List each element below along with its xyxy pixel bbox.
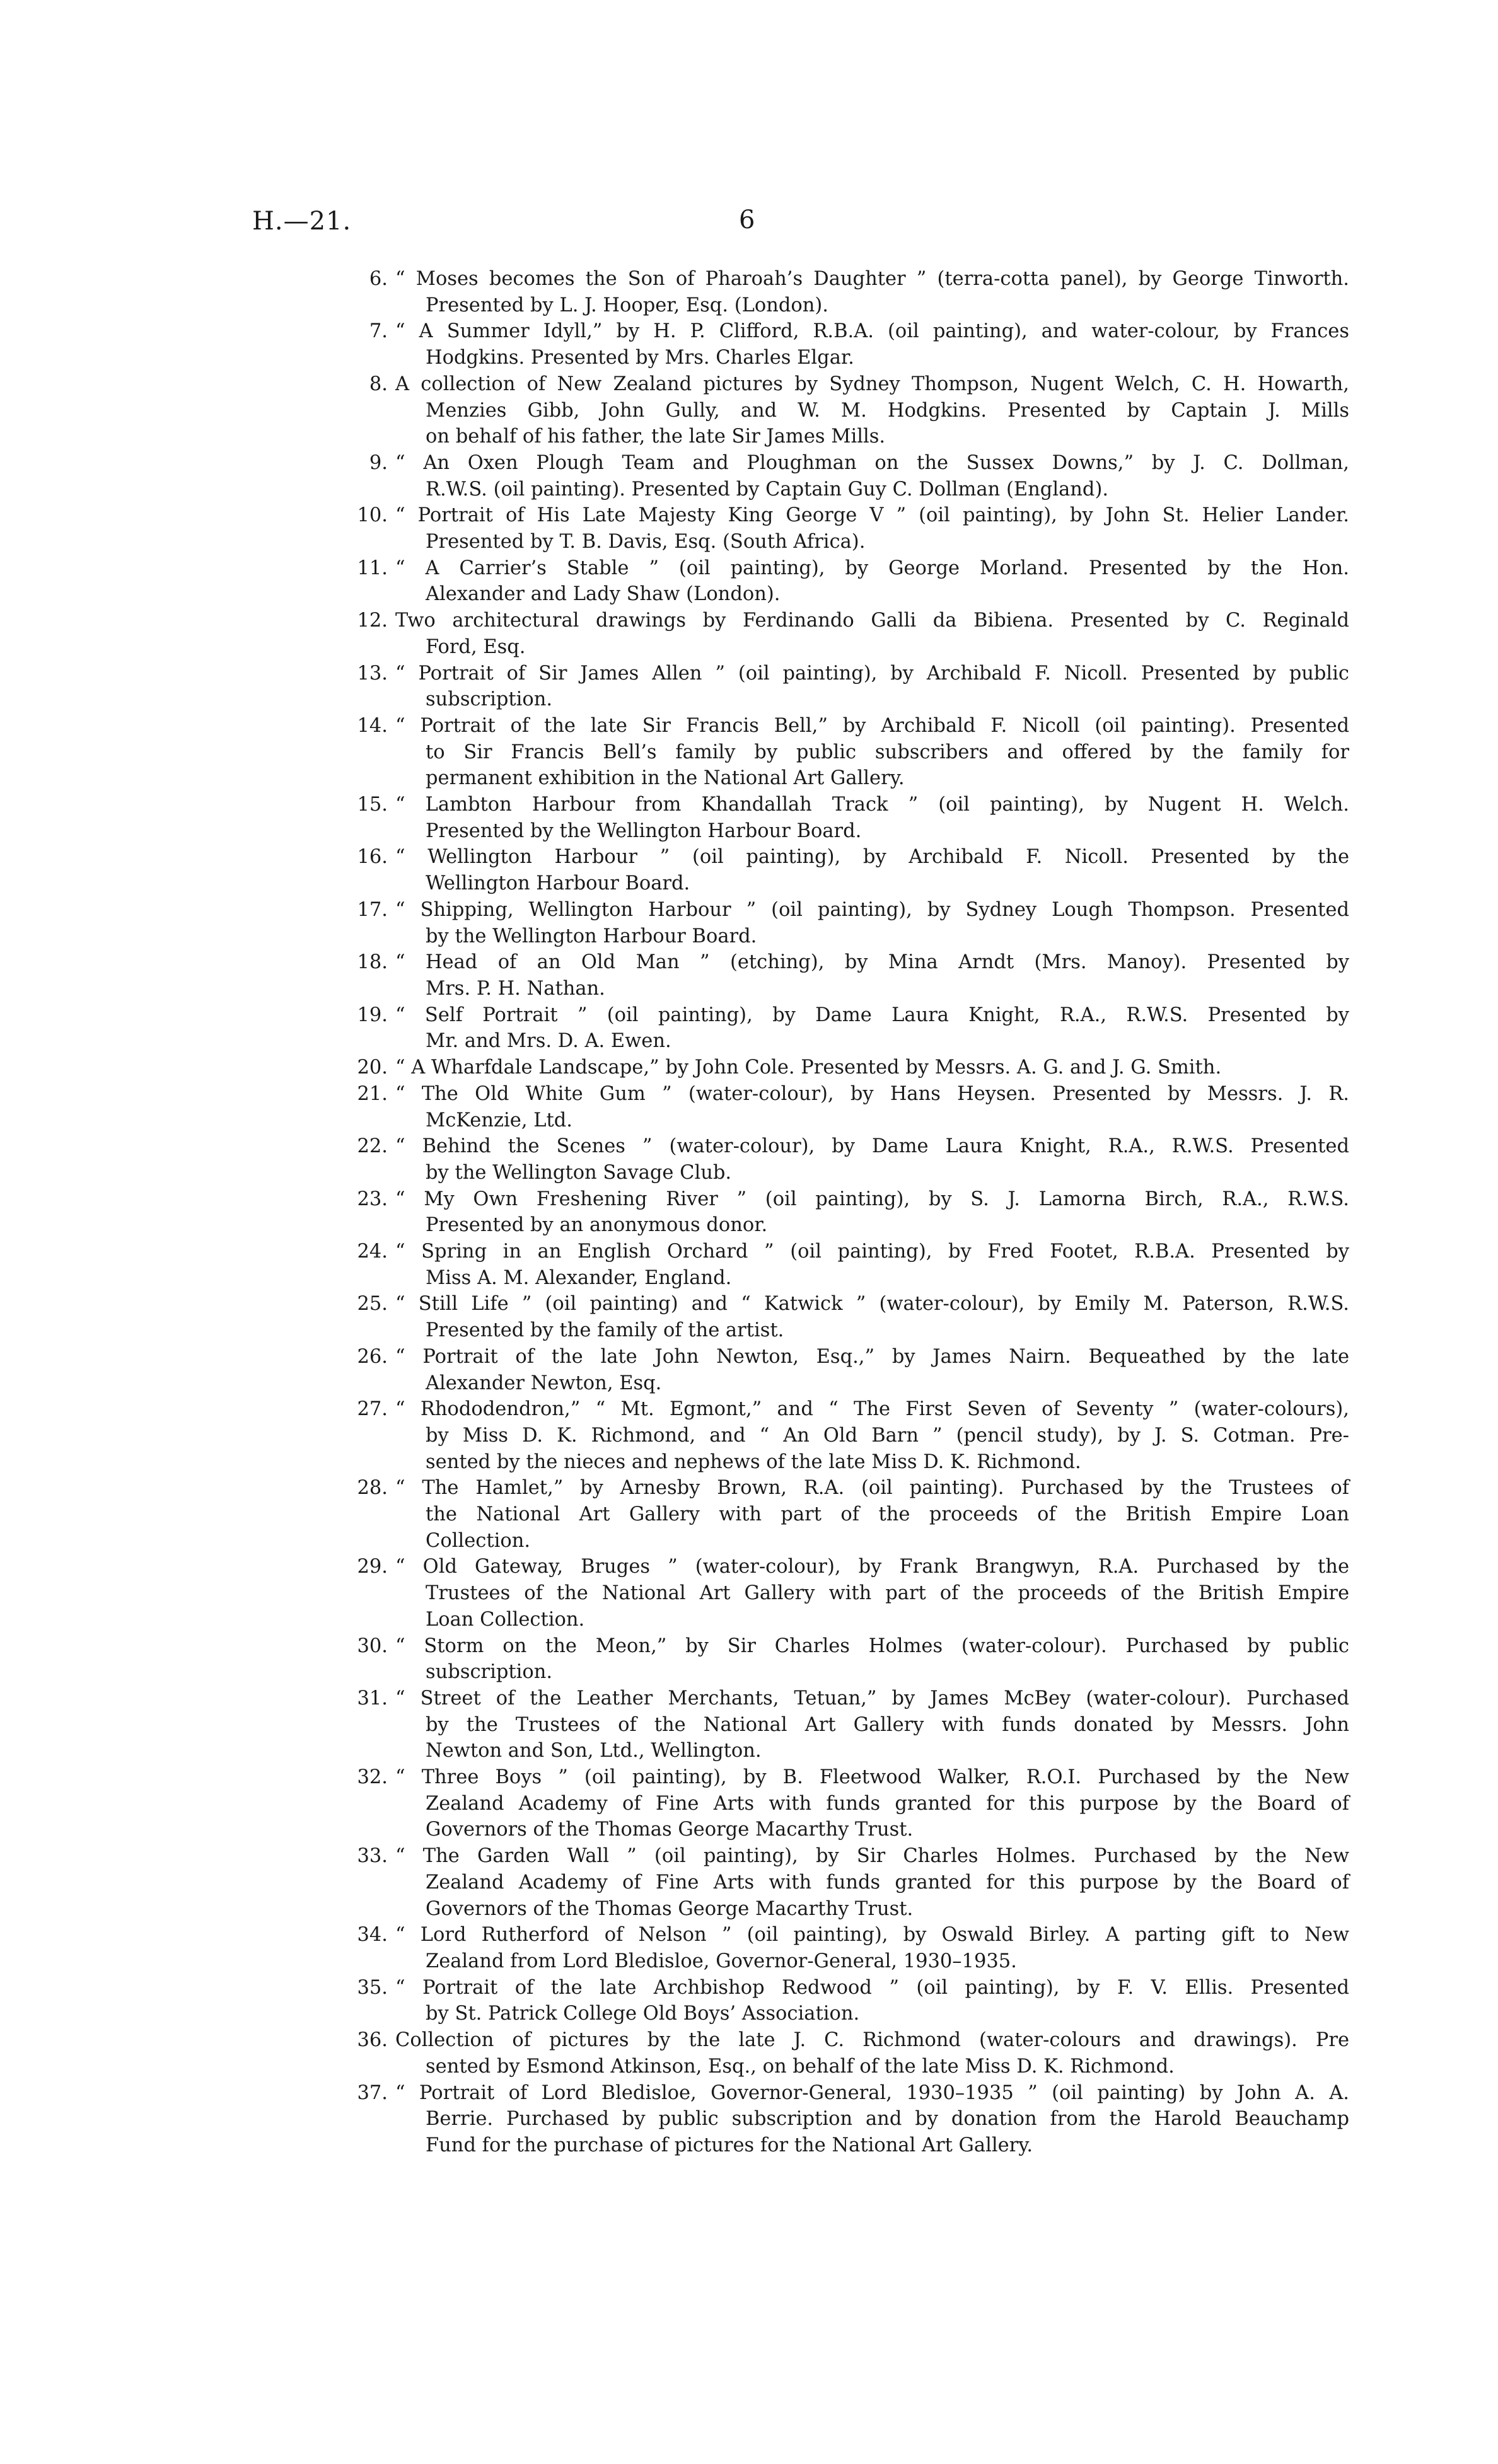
document-reference: H.—21.	[252, 207, 352, 236]
list-item	[350, 371, 1349, 450]
text-line: “ Head of an Old Man ” (etching), by Mina Arndt (Mrs. Manoy). Presented by	[395, 951, 1349, 974]
text-line: permanent exhibition in the National Art Gallery.	[426, 767, 905, 790]
item-number: 26.	[357, 1345, 388, 1368]
list-item	[350, 713, 1349, 792]
text-line: “ Portrait of Sir James Allen ” (oil painting), by Archibald F. Nicoll. Presented by public	[395, 662, 1349, 685]
text-line: “ Lambton Harbour from Khandallah Track ” (oil painting), by Nugent H. Welch.	[395, 794, 1349, 816]
item-number: 17.	[357, 898, 388, 921]
list-item	[350, 1239, 1349, 1291]
item-text	[395, 1843, 1349, 1922]
list-item	[350, 266, 1349, 318]
list-item	[350, 608, 1349, 660]
text-line: sented by the nieces and nephews of the late Miss D. K. Richmond.	[426, 1450, 1081, 1473]
item-text	[395, 2027, 1349, 2079]
text-line: “ Portrait of the late Archbishop Redwood ” (oil painting), by F. V. Ellis. Presented	[395, 1976, 1349, 1999]
item-text	[395, 713, 1349, 792]
text-line: Zealand from Lord Bledisloe, Governor-General, 1930–1935.	[426, 1950, 1017, 1972]
list-item	[350, 2080, 1349, 2159]
list-item	[350, 1975, 1349, 2027]
text-line: “ Still Life ” (oil painting) and “ Katwick ” (water-colour), by Emily M. Paterson, R.W.S.	[395, 1293, 1349, 1316]
item-number: 28.	[357, 1477, 388, 1500]
text-line: subscription.	[426, 688, 553, 711]
text-line: “ Old Gateway, Bruges ” (water-colour), by Frank Brangwyn, R.A. Purchased by the	[395, 1556, 1349, 1578]
item-text	[395, 897, 1349, 949]
text-line: “ Portrait of Lord Bledisloe, Governor-General, 1930–1935 ” (oil painting) by John A. A.	[395, 2081, 1349, 2104]
item-number: 16.	[357, 846, 388, 869]
item-text	[395, 1291, 1349, 1343]
item-text	[395, 555, 1349, 608]
list-item	[350, 1291, 1349, 1343]
text-line: Presented by L. J. Hooper, Esq. (London).	[426, 294, 828, 316]
text-line: sented by Esmond Atkinson, Esq., on behalf of the late Miss D. K. Richmond.	[426, 2055, 1175, 2078]
item-text	[395, 1554, 1349, 1633]
text-line: Collection of pictures by the late J. C. Richmond (water-colours and drawings). Pre	[395, 2029, 1349, 2052]
list-item	[350, 1396, 1349, 1475]
item-text	[395, 1475, 1349, 1554]
text-line: “ Rhododendron,” “ Mt. Egmont,” and “ The First Seven of Seventy ” (water-colours),	[395, 1398, 1349, 1421]
item-number: 8.	[369, 373, 388, 395]
item-number: 29.	[357, 1556, 388, 1578]
item-number: 21.	[357, 1082, 388, 1105]
item-number: 6.	[369, 268, 388, 290]
text-line: by the Wellington Savage Club.	[426, 1161, 732, 1184]
text-line: Hodgkins. Presented by Mrs. Charles Elgar.	[426, 347, 854, 369]
item-text	[395, 1081, 1349, 1133]
text-line: “ A Summer Idyll,” by H. P. Clifford, R.B.A. (oil painting), and water-colour, by Frances	[395, 320, 1349, 343]
item-text	[395, 1002, 1349, 1055]
item-text	[395, 1055, 1349, 1081]
text-line: by St. Patrick College Old Boys’ Association.	[426, 2003, 860, 2025]
text-line: Newton and Son, Ltd., Wellington.	[426, 1740, 762, 1762]
item-text	[395, 1975, 1349, 2027]
text-line: Alexander Newton, Esq.	[426, 1372, 662, 1394]
list-item	[350, 1633, 1349, 1686]
item-number: 14.	[357, 714, 388, 737]
item-text	[395, 792, 1349, 844]
item-text	[395, 450, 1349, 502]
item-number: 34.	[357, 1924, 388, 1946]
text-line: “ A Carrier’s Stable ” (oil painting), by George Morland. Presented by the Hon.	[395, 557, 1349, 579]
item-text	[395, 1239, 1349, 1291]
item-number: 24.	[357, 1241, 388, 1263]
text-line: Mrs. P. H. Nathan.	[426, 977, 605, 1000]
list-item	[350, 502, 1349, 555]
text-line: “ Lord Rutherford of Nelson ” (oil painting), by Oswald Birley. A parting gift to New	[395, 1924, 1349, 1946]
list-item	[350, 450, 1349, 502]
item-number: 36.	[357, 2029, 388, 2052]
text-line: by the Wellington Harbour Board.	[426, 925, 757, 947]
item-number: 32.	[357, 1766, 388, 1789]
text-line: “ A Wharfdale Landscape,” by John Cole. Presented by Messrs. A. G. and J. G. Smith.	[395, 1056, 1222, 1079]
text-line: “ Self Portrait ” (oil painting), by Dame Laura Knight, R.A., R.W.S. Presented by	[395, 1004, 1349, 1026]
item-text	[395, 1686, 1349, 1764]
text-line: Fund for the purchase of pictures for the National Art Gallery.	[426, 2134, 1033, 2156]
text-line: Governors of the Thomas George Macarthy Trust.	[426, 1897, 914, 1920]
text-line: “ Moses becomes the Son of Pharoah’s Daughter ” (terra-cotta panel), by George Tinworth.	[395, 268, 1349, 290]
list-item	[350, 844, 1349, 896]
list-item	[350, 1922, 1349, 1974]
item-text	[395, 1764, 1349, 1843]
text-line: “ The Old White Gum ” (water-colour), by Hans Heysen. Presented by Messrs. J. R.	[395, 1082, 1349, 1105]
text-line: Ford, Esq.	[426, 635, 526, 658]
text-line: by Miss D. K. Richmond, and “ An Old Barn ” (pencil study), by J. S. Cotman. Pre-	[426, 1424, 1349, 1447]
item-number: 37.	[357, 2081, 388, 2104]
list-item	[350, 555, 1349, 608]
item-text	[395, 318, 1349, 371]
text-line: “ Spring in an English Orchard ” (oil painting), by Fred Footet, R.B.A. Presented by	[395, 1241, 1349, 1263]
list-item	[350, 1186, 1349, 1239]
text-line: Two architectural drawings by Ferdinando Galli da Bibiena. Presented by C. Reginald	[395, 610, 1349, 632]
item-number: 27.	[357, 1398, 388, 1421]
text-line: by the Trustees of the National Art Gallery with funds donated by Messrs. John	[426, 1713, 1349, 1736]
list-item	[350, 2027, 1349, 2079]
item-number: 23.	[357, 1188, 388, 1210]
item-number: 10.	[357, 504, 388, 527]
item-number: 7.	[369, 320, 388, 343]
item-text	[395, 371, 1349, 450]
item-text	[395, 844, 1349, 896]
text-line: Presented by T. B. Davis, Esq. (South Africa).	[426, 531, 866, 553]
item-number: 30.	[357, 1634, 388, 1657]
text-line: Loan Collection.	[426, 1608, 585, 1631]
text-line: Berrie. Purchased by public subscription and by donation from the Harold Beauchamp	[426, 2108, 1349, 2131]
text-line: A collection of New Zealand pictures by Sydney Thompson, Nugent Welch, C. H. Howarth,	[395, 373, 1349, 395]
text-line: “ The Hamlet,” by Arnesby Brown, R.A. (oil painting). Purchased by the Trustees of	[395, 1477, 1349, 1500]
item-text	[395, 266, 1349, 318]
item-text	[395, 502, 1349, 555]
item-text	[395, 1396, 1349, 1475]
text-line: Collection.	[426, 1529, 531, 1552]
list-item	[350, 1554, 1349, 1633]
text-line: “ Portrait of His Late Majesty King George V ” (oil painting), by John St. Helier Lander.	[395, 504, 1349, 527]
acquisitions-list	[350, 266, 1349, 2159]
item-number: 12.	[357, 610, 388, 632]
text-line: the National Art Gallery with part of the proceeds of the British Empire Loan	[426, 1503, 1349, 1526]
item-text	[395, 1633, 1349, 1686]
item-number: 20.	[357, 1056, 388, 1079]
item-text	[395, 1133, 1349, 1186]
item-text	[395, 608, 1349, 660]
text-line: Mr. and Mrs. D. A. Ewen.	[426, 1030, 671, 1053]
item-number: 25.	[357, 1293, 388, 1316]
list-item	[350, 1002, 1349, 1055]
page-number: 6	[739, 205, 755, 234]
text-line: Presented by the family of the artist.	[426, 1319, 784, 1342]
text-line: Zealand Academy of Fine Arts with funds granted for this purpose by the Board of	[426, 1792, 1349, 1815]
text-line: “ Portrait of the late Sir Francis Bell,” by Archibald F. Nicoll (oil painting). Presented	[395, 714, 1349, 737]
text-line: Governors of the Thomas George Macarthy Trust.	[426, 1819, 914, 1841]
text-line: “ Storm on the Meon,” by Sir Charles Holmes (water-colour). Purchased by public	[395, 1634, 1349, 1657]
item-number: 35.	[357, 1976, 388, 1999]
item-text	[395, 1186, 1349, 1239]
text-line: Zealand Academy of Fine Arts with funds granted for this purpose by the Board of	[426, 1871, 1349, 1894]
item-text	[395, 1922, 1349, 1974]
list-item	[350, 792, 1349, 844]
text-line: McKenzie, Ltd.	[426, 1109, 572, 1131]
list-item	[350, 1843, 1349, 1922]
text-line: Wellington Harbour Board.	[426, 872, 690, 895]
list-item	[350, 1133, 1349, 1186]
item-text	[395, 1344, 1349, 1396]
list-item	[350, 1344, 1349, 1396]
text-line: “ Wellington Harbour ” (oil painting), by Archibald F. Nicoll. Presented by the	[395, 846, 1349, 869]
item-number: 18.	[357, 951, 388, 974]
text-line: “ Behind the Scenes ” (water-colour), by Dame Laura Knight, R.A., R.W.S. Presented	[395, 1135, 1349, 1158]
text-line: Menzies Gibb, John Gully, and W. M. Hodgkins. Presented by Captain J. Mills	[426, 399, 1349, 422]
text-line: to Sir Francis Bell’s family by public subscribers and offered by the family for	[426, 741, 1349, 763]
text-line: subscription.	[426, 1661, 553, 1684]
item-number: 19.	[357, 1004, 388, 1026]
text-line: Trustees of the National Art Gallery with part of the proceeds of the British Empire	[426, 1582, 1349, 1605]
text-line: “ My Own Freshening River ” (oil painting), by S. J. Lamorna Birch, R.A., R.W.S.	[395, 1188, 1349, 1210]
item-text	[395, 2080, 1349, 2159]
text-line: “ Three Boys ” (oil painting), by B. Fleetwood Walker, R.O.I. Purchased by the New	[395, 1766, 1349, 1789]
item-text	[395, 661, 1349, 713]
text-line: “ An Oxen Plough Team and Ploughman on the Sussex Downs,” by J. C. Dollman,	[395, 451, 1349, 474]
text-line: Miss A. M. Alexander, England.	[426, 1266, 732, 1289]
list-item	[350, 661, 1349, 713]
item-number: 11.	[357, 557, 388, 579]
text-line: Alexander and Lady Shaw (London).	[426, 583, 781, 606]
item-text	[395, 949, 1349, 1002]
list-item	[350, 897, 1349, 949]
item-number: 33.	[357, 1845, 388, 1868]
item-number: 31.	[357, 1687, 388, 1709]
list-item	[350, 318, 1349, 371]
item-number: 15.	[357, 794, 388, 816]
text-line: “ Portrait of the late John Newton, Esq.,” by James Nairn. Bequeathed by the late	[395, 1345, 1349, 1368]
list-item	[350, 949, 1349, 1002]
text-line: “ Street of the Leather Merchants, Tetuan,” by James McBey (water-colour). Purchased	[395, 1687, 1349, 1709]
text-line: “ Shipping, Wellington Harbour ” (oil painting), by Sydney Lough Thompson. Presented	[395, 898, 1349, 921]
text-line: “ The Garden Wall ” (oil painting), by Sir Charles Holmes. Purchased by the New	[395, 1845, 1349, 1868]
item-number: 9.	[369, 451, 388, 474]
list-item	[350, 1686, 1349, 1764]
text-line: R.W.S. (oil painting). Presented by Captain Guy C. Dollman (England).	[426, 478, 1109, 500]
list-item	[350, 1475, 1349, 1554]
list-item	[350, 1764, 1349, 1843]
list-item	[350, 1055, 1349, 1081]
text-line: on behalf of his father, the late Sir James Mills.	[426, 425, 886, 448]
item-number: 13.	[357, 662, 388, 685]
list-item	[350, 1081, 1349, 1133]
text-line: Presented by the Wellington Harbour Board.	[426, 819, 862, 842]
item-number: 22.	[357, 1135, 388, 1158]
text-line: Presented by an anonymous donor.	[426, 1214, 768, 1237]
